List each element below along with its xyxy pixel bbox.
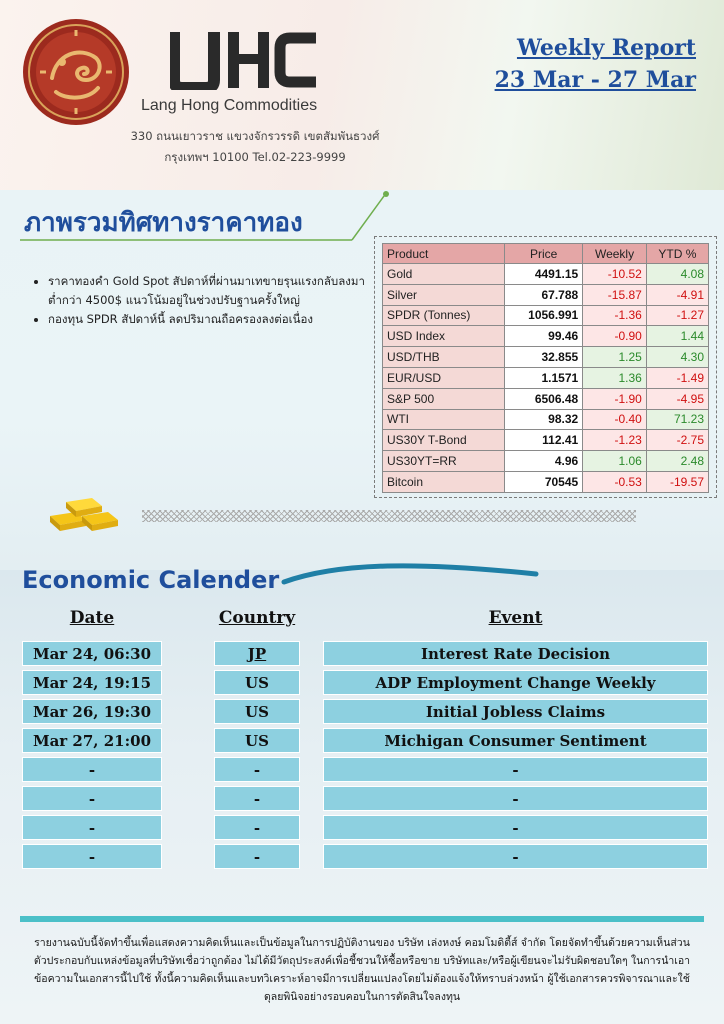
disclaimer-text: รายงานฉบับนี้จัดทำขึ้นเพื่อแสดงความคิดเห็นและเป็นข้อมูลในการปฏิบัติงานของ บริษัท เล่งหงษ์ คอมโมดิตี้ส์ จำกัด โดยจัดทำขึ้นด้วยความเห็นส่วนตัวประกอบกับแหล่งข้อมูลที่บริษัทเชื่อว่าถูกต้อง ไม่ได้มีวัตถุประสงค์เพื่อชี้ชวนให้ซื้อหรือขาย บริษัทและ/หรือผู้เขียนจะไม่รับผิดชอบใดๆ ในการนำเอาข้อความในเอกสารนี้ไปใช้ ทั้งนี้ความคิดเห็นและบทวิเคราะห์อาจมีการเปลี่ยนแปลงโดยไม่ต้องแจ้งให้ทราบล่วงหน้า ผู้ใช้เอกสารควรพิจารณาและใช้ดุลยพินิจอย่างรอบคอบในการตัดสินใจลงทุน xyxy=(33,937,691,1003)
calendar-header-date: Date xyxy=(69,608,115,628)
weekly-change-cell: -15.87 xyxy=(583,284,647,305)
calendar-event-cell: Initial Jobless Claims xyxy=(323,699,708,724)
price-cell: 67.788 xyxy=(505,284,583,305)
table-row xyxy=(383,347,709,368)
price-cell: 70545 xyxy=(505,471,583,492)
footer-divider xyxy=(20,916,704,922)
table-row xyxy=(383,409,709,430)
product-cell: EUR/USD xyxy=(383,367,505,388)
table-row xyxy=(383,451,709,472)
calendar-date-cell: - xyxy=(22,815,162,840)
weekly-change-cell: -1.36 xyxy=(583,305,647,326)
ytd-change-cell: -1.49 xyxy=(646,367,708,388)
ytd-change-cell: -19.57 xyxy=(646,471,708,492)
price-cell: 4.96 xyxy=(505,451,583,472)
table-row xyxy=(383,430,709,451)
ytd-change-cell: 4.30 xyxy=(646,347,708,368)
calendar-event-cell: - xyxy=(323,786,708,811)
company-name: Lang Hong Commodities xyxy=(141,97,318,114)
calendar-date-cell: Mar 24, 06:30 xyxy=(22,641,162,666)
calendar-date-cell: - xyxy=(22,786,162,811)
calendar-date-cell: - xyxy=(22,757,162,782)
table-row xyxy=(383,326,709,347)
overview-bullet: • ราคาทองคำ Gold Spot สัปดาห์ที่ผ่านมาเทขายรุนแรงกลับลงมาต่ำกว่า 4500$ แนวโน้มอยู่ในช่วงปรับฐานครั้งใหญ่ xyxy=(48,272,366,310)
calendar-country-cell: - xyxy=(214,815,300,840)
ytd-change-cell: -4.95 xyxy=(646,388,708,409)
product-cell: Bitcoin xyxy=(383,471,505,492)
address-line-2: กรุงเทพฯ 10100 Tel.02-223-9999 xyxy=(164,150,346,164)
economic-calendar-title: Economic Calender xyxy=(22,566,280,594)
ytd-change-cell: -4.91 xyxy=(646,284,708,305)
uhc-wordmark-logo xyxy=(170,30,320,90)
calendar-date-cell: Mar 26, 19:30 xyxy=(22,699,162,724)
gold-overview-title: ภาพรวมทิศทางราคาทอง xyxy=(24,208,303,238)
weekly-change-cell: -10.52 xyxy=(583,264,647,285)
table-row xyxy=(383,264,709,285)
table-row xyxy=(383,284,709,305)
overview-bullet: • กองทุน SPDR สัปดาห์นี้ ลดปริมาณถือครองลงต่อเนื่อง xyxy=(48,310,366,329)
calendar-event-cell: Interest Rate Decision xyxy=(323,641,708,666)
weekly-change-cell: -0.90 xyxy=(583,326,647,347)
calendar-header-event: Event xyxy=(488,608,543,628)
weekly-change-cell: -0.40 xyxy=(583,409,647,430)
price-cell: 6506.48 xyxy=(505,388,583,409)
ytd-change-cell: 1.44 xyxy=(646,326,708,347)
col-header-weekly: Weekly xyxy=(583,244,647,264)
ytd-change-cell: 4.08 xyxy=(646,264,708,285)
calendar-event-cell: - xyxy=(323,757,708,782)
product-cell: US30Y T-Bond xyxy=(383,430,505,451)
calendar-date-cell: Mar 24, 19:15 xyxy=(22,670,162,695)
table-header-row xyxy=(383,244,709,264)
ytd-change-cell: -2.75 xyxy=(646,430,708,451)
weekly-change-cell: 1.36 xyxy=(583,367,647,388)
calendar-event-cell: - xyxy=(323,815,708,840)
price-cell: 1056.991 xyxy=(505,305,583,326)
calendar-country-cell: US xyxy=(214,670,300,695)
product-cell: USD/THB xyxy=(383,347,505,368)
report-title: Weekly Report xyxy=(516,35,696,61)
calendar-event-cell: Michigan Consumer Sentiment xyxy=(323,728,708,753)
calendar-header-country: Country xyxy=(218,608,296,628)
calendar-date-cell: - xyxy=(22,844,162,869)
price-cell: 99.46 xyxy=(505,326,583,347)
gold-bars-icon xyxy=(46,490,136,532)
report-date-range: 23 Mar - 27 Mar xyxy=(494,67,696,93)
company-address xyxy=(95,126,415,168)
calendar-country-cell: - xyxy=(214,786,300,811)
product-cell: WTI xyxy=(383,409,505,430)
ytd-change-cell: -1.27 xyxy=(646,305,708,326)
ytd-change-cell: 2.48 xyxy=(646,451,708,472)
product-cell: SPDR (Tonnes) xyxy=(383,305,505,326)
calendar-date-cell: Mar 27, 21:00 xyxy=(22,728,162,753)
price-cell: 1.1571 xyxy=(505,367,583,388)
ytd-change-cell: 71.23 xyxy=(646,409,708,430)
calendar-country-cell: - xyxy=(214,757,300,782)
weekly-change-cell: -1.23 xyxy=(583,430,647,451)
price-table-body xyxy=(383,264,709,493)
product-cell: USD Index xyxy=(383,326,505,347)
weekly-change-cell: 1.06 xyxy=(583,451,647,472)
calendar-country-cell: US xyxy=(214,699,300,724)
product-cell: US30YT=RR xyxy=(383,451,505,472)
calendar-country-cell: - xyxy=(214,844,300,869)
price-cell: 32.855 xyxy=(505,347,583,368)
table-row xyxy=(383,367,709,388)
weekly-change-cell: 1.25 xyxy=(583,347,647,368)
product-cell: S&P 500 xyxy=(383,388,505,409)
address-line-1: 330 ถนนเยาวราช แขวงจักรวรรดิ เขตสัมพันธวงศ์ xyxy=(130,129,380,143)
table-row xyxy=(383,471,709,492)
calendar-event-cell: ADP Employment Change Weekly xyxy=(323,670,708,695)
overview-bullet-list xyxy=(30,272,366,329)
price-cell: 112.41 xyxy=(505,430,583,451)
calendar-event-cell: - xyxy=(323,844,708,869)
product-cell: Silver xyxy=(383,284,505,305)
product-cell: Gold xyxy=(383,264,505,285)
price-cell: 4491.15 xyxy=(505,264,583,285)
company-seal-logo xyxy=(22,18,130,126)
report-title-block xyxy=(495,32,696,96)
weekly-change-cell: -1.90 xyxy=(583,388,647,409)
decorative-divider xyxy=(142,510,636,522)
table-row xyxy=(383,305,709,326)
weekly-change-cell: -0.53 xyxy=(583,471,647,492)
col-header-price: Price xyxy=(505,244,583,264)
price-cell: 98.32 xyxy=(505,409,583,430)
table-row xyxy=(383,388,709,409)
col-header-product: Product xyxy=(383,244,505,264)
col-header-ytd: YTD % xyxy=(646,244,708,264)
decorative-wave xyxy=(280,560,540,590)
calendar-country-cell: US xyxy=(214,728,300,753)
calendar-country-cell: JP xyxy=(214,641,300,666)
market-price-table xyxy=(382,243,709,493)
